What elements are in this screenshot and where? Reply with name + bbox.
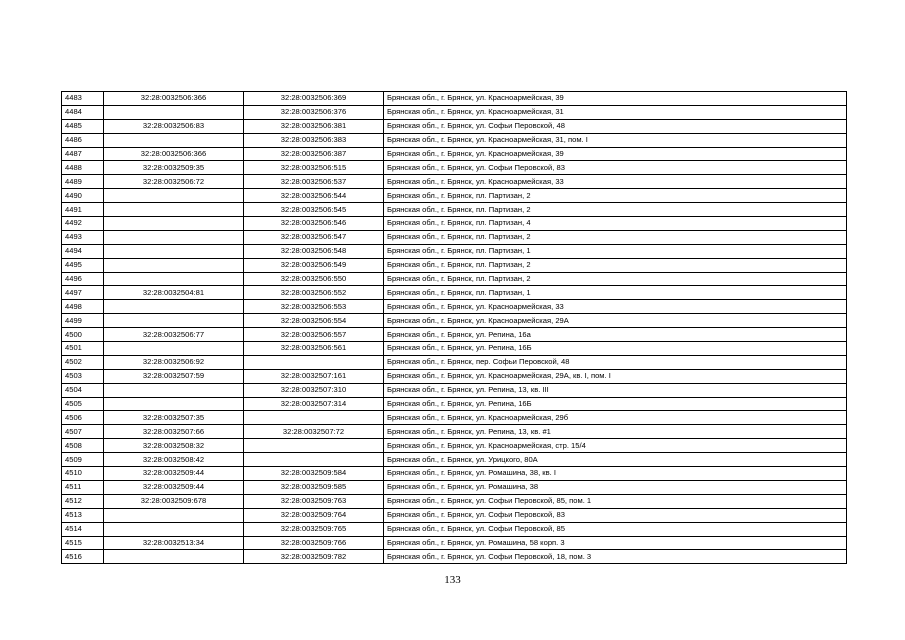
address-cell: Брянская обл., г. Брянск, пл. Партизан, 2 — [384, 203, 847, 217]
address-cell: Брянская обл., г. Брянск, ул. Софьи Перовской, 85, пом. 1 — [384, 494, 847, 508]
table-row — [62, 105, 847, 119]
table-row — [62, 383, 847, 397]
cadastral-number-cell: 32:28:0032506:553 — [244, 300, 384, 314]
row-number-cell: 4490 — [62, 189, 104, 203]
row-number-cell: 4491 — [62, 203, 104, 217]
cadastral-table — [61, 91, 847, 564]
cadastral-number-cell: 32:28:0032506:376 — [244, 105, 384, 119]
row-number-cell: 4514 — [62, 522, 104, 536]
address-cell: Брянская обл., г. Брянск, ул. Красноармейская, 33 — [384, 300, 847, 314]
cadastral-number-cell: 32:28:0032507:72 — [244, 425, 384, 439]
cadastral-number-cell: 32:28:0032509:766 — [244, 536, 384, 550]
address-cell: Брянская обл., г. Брянск, ул. Софьи Перовской, 85 — [384, 522, 847, 536]
previous-cadastral-number-cell — [104, 258, 244, 272]
previous-cadastral-number-cell — [104, 272, 244, 286]
row-number-cell: 4502 — [62, 355, 104, 369]
cadastral-number-cell — [244, 355, 384, 369]
cadastral-number-cell: 32:28:0032509:763 — [244, 494, 384, 508]
previous-cadastral-number-cell — [104, 550, 244, 564]
cadastral-number-cell: 32:28:0032506:549 — [244, 258, 384, 272]
row-number-cell: 4492 — [62, 217, 104, 231]
cadastral-number-cell: 32:28:0032506:515 — [244, 161, 384, 175]
address-cell: Брянская обл., г. Брянск, ул. Софьи Перовской, 83 — [384, 508, 847, 522]
cadastral-number-cell: 32:28:0032506:381 — [244, 119, 384, 133]
row-number-cell: 4509 — [62, 453, 104, 467]
cadastral-number-cell: 32:28:0032506:546 — [244, 217, 384, 231]
cadastral-number-cell: 32:28:0032506:383 — [244, 133, 384, 147]
previous-cadastral-number-cell: 32:28:0032506:92 — [104, 355, 244, 369]
row-number-cell: 4503 — [62, 369, 104, 383]
address-cell: Брянская обл., г. Брянск, ул. Урицкого, 80А — [384, 453, 847, 467]
previous-cadastral-number-cell: 32:28:0032509:44 — [104, 467, 244, 481]
table-row — [62, 189, 847, 203]
row-number-cell: 4515 — [62, 536, 104, 550]
row-number-cell: 4489 — [62, 175, 104, 189]
row-number-cell: 4483 — [62, 92, 104, 106]
address-cell: Брянская обл., г. Брянск, пл. Партизан, 2 — [384, 189, 847, 203]
row-number-cell: 4506 — [62, 411, 104, 425]
previous-cadastral-number-cell: 32:28:0032507:35 — [104, 411, 244, 425]
address-cell: Брянская обл., г. Брянск, ул. Репина, 16Б — [384, 397, 847, 411]
address-cell: Брянская обл., г. Брянск, пл. Партизан, 1 — [384, 286, 847, 300]
previous-cadastral-number-cell — [104, 230, 244, 244]
table-row — [62, 217, 847, 231]
row-number-cell: 4498 — [62, 300, 104, 314]
address-cell: Брянская обл., г. Брянск, ул. Красноармейская, 29б — [384, 411, 847, 425]
table-row — [62, 467, 847, 481]
address-cell: Брянская обл., г. Брянск, пл. Партизан, 2 — [384, 230, 847, 244]
previous-cadastral-number-cell — [104, 397, 244, 411]
cadastral-number-cell: 32:28:0032509:585 — [244, 480, 384, 494]
row-number-cell: 4499 — [62, 314, 104, 328]
row-number-cell: 4513 — [62, 508, 104, 522]
row-number-cell: 4511 — [62, 480, 104, 494]
cadastral-number-cell: 32:28:0032509:765 — [244, 522, 384, 536]
previous-cadastral-number-cell: 32:28:0032509:44 — [104, 480, 244, 494]
row-number-cell: 4507 — [62, 425, 104, 439]
cadastral-number-cell: 32:28:0032506:561 — [244, 342, 384, 356]
table-row — [62, 397, 847, 411]
previous-cadastral-number-cell: 32:28:0032506:366 — [104, 92, 244, 106]
row-number-cell: 4512 — [62, 494, 104, 508]
row-number-cell: 4510 — [62, 467, 104, 481]
address-cell: Брянская обл., г. Брянск, ул. Репина, 16а — [384, 328, 847, 342]
address-cell: Брянская обл., г. Брянск, ул. Красноармейская, 33 — [384, 175, 847, 189]
previous-cadastral-number-cell — [104, 342, 244, 356]
address-cell: Брянская обл., г. Брянск, пер. Софьи Перовской, 48 — [384, 355, 847, 369]
address-cell: Брянская обл., г. Брянск, ул. Софьи Перовской, 48 — [384, 119, 847, 133]
cadastral-number-cell: 32:28:0032509:764 — [244, 508, 384, 522]
table-row — [62, 300, 847, 314]
previous-cadastral-number-cell — [104, 133, 244, 147]
row-number-cell: 4485 — [62, 119, 104, 133]
address-cell: Брянская обл., г. Брянск, ул. Софьи Перовской, 83 — [384, 161, 847, 175]
address-cell: Брянская обл., г. Брянск, ул. Репина, 13, кв. III — [384, 383, 847, 397]
cadastral-number-cell: 32:28:0032509:782 — [244, 550, 384, 564]
previous-cadastral-number-cell: 32:28:0032507:66 — [104, 425, 244, 439]
address-cell: Брянская обл., г. Брянск, ул. Красноармейская, 29А, кв. I, пом. I — [384, 369, 847, 383]
row-number-cell: 4484 — [62, 105, 104, 119]
table-row — [62, 133, 847, 147]
table-body — [62, 92, 847, 564]
address-cell: Брянская обл., г. Брянск, ул. Репина, 13, кв. #1 — [384, 425, 847, 439]
previous-cadastral-number-cell — [104, 508, 244, 522]
cadastral-number-cell: 32:28:0032506:557 — [244, 328, 384, 342]
row-number-cell: 4516 — [62, 550, 104, 564]
row-number-cell: 4486 — [62, 133, 104, 147]
previous-cadastral-number-cell — [104, 203, 244, 217]
previous-cadastral-number-cell: 32:28:0032508:32 — [104, 439, 244, 453]
cadastral-number-cell: 32:28:0032506:545 — [244, 203, 384, 217]
cadastral-number-cell: 32:28:0032506:547 — [244, 230, 384, 244]
table-row — [62, 522, 847, 536]
previous-cadastral-number-cell: 32:28:0032513:34 — [104, 536, 244, 550]
table-row — [62, 258, 847, 272]
page-number: 133 — [444, 574, 461, 586]
previous-cadastral-number-cell: 32:28:0032504:81 — [104, 286, 244, 300]
table-row — [62, 203, 847, 217]
cadastral-number-cell: 32:28:0032507:314 — [244, 397, 384, 411]
previous-cadastral-number-cell: 32:28:0032506:72 — [104, 175, 244, 189]
table-row — [62, 244, 847, 258]
cadastral-number-cell: 32:28:0032506:369 — [244, 92, 384, 106]
previous-cadastral-number-cell — [104, 522, 244, 536]
table-row — [62, 480, 847, 494]
previous-cadastral-number-cell: 32:28:0032506:83 — [104, 119, 244, 133]
row-number-cell: 4501 — [62, 342, 104, 356]
address-cell: Брянская обл., г. Брянск, ул. Ромашина, 58 корп. 3 — [384, 536, 847, 550]
table-row — [62, 494, 847, 508]
cadastral-number-cell — [244, 439, 384, 453]
table-row — [62, 314, 847, 328]
table-row — [62, 119, 847, 133]
previous-cadastral-number-cell — [104, 217, 244, 231]
table-row — [62, 175, 847, 189]
previous-cadastral-number-cell: 32:28:0032506:366 — [104, 147, 244, 161]
row-number-cell: 4500 — [62, 328, 104, 342]
row-number-cell: 4493 — [62, 230, 104, 244]
table-row — [62, 550, 847, 564]
address-cell: Брянская обл., г. Брянск, пл. Партизан, 2 — [384, 272, 847, 286]
table-row — [62, 453, 847, 467]
table-row — [62, 369, 847, 383]
table-row — [62, 147, 847, 161]
address-cell: Брянская обл., г. Брянск, ул. Ромашина, 38, кв. I — [384, 467, 847, 481]
address-cell: Брянская обл., г. Брянск, ул. Красноармейская, 39 — [384, 92, 847, 106]
address-cell: Брянская обл., г. Брянск, ул. Красноармейская, 31 — [384, 105, 847, 119]
table-row — [62, 286, 847, 300]
previous-cadastral-number-cell — [104, 314, 244, 328]
row-number-cell: 4505 — [62, 397, 104, 411]
cadastral-number-cell — [244, 453, 384, 467]
row-number-cell: 4488 — [62, 161, 104, 175]
table-row — [62, 161, 847, 175]
table-row — [62, 328, 847, 342]
previous-cadastral-number-cell — [104, 300, 244, 314]
table-row — [62, 508, 847, 522]
previous-cadastral-number-cell: 32:28:0032507:59 — [104, 369, 244, 383]
previous-cadastral-number-cell — [104, 105, 244, 119]
address-cell: Брянская обл., г. Брянск, ул. Красноармейская, 39 — [384, 147, 847, 161]
cadastral-number-cell: 32:28:0032506:537 — [244, 175, 384, 189]
previous-cadastral-number-cell: 32:28:0032508:42 — [104, 453, 244, 467]
row-number-cell: 4496 — [62, 272, 104, 286]
table-row — [62, 439, 847, 453]
row-number-cell: 4497 — [62, 286, 104, 300]
table-row — [62, 272, 847, 286]
row-number-cell: 4495 — [62, 258, 104, 272]
previous-cadastral-number-cell: 32:28:0032506:77 — [104, 328, 244, 342]
table-row — [62, 536, 847, 550]
row-number-cell: 4504 — [62, 383, 104, 397]
address-cell: Брянская обл., г. Брянск, пл. Партизан, 2 — [384, 258, 847, 272]
cadastral-number-cell: 32:28:0032506:544 — [244, 189, 384, 203]
previous-cadastral-number-cell: 32:28:0032509:678 — [104, 494, 244, 508]
cadastral-number-cell — [244, 411, 384, 425]
address-cell: Брянская обл., г. Брянск, ул. Репина, 16Б — [384, 342, 847, 356]
cadastral-number-cell: 32:28:0032506:554 — [244, 314, 384, 328]
address-cell: Брянская обл., г. Брянск, ул. Красноармейская, стр. 15/4 — [384, 439, 847, 453]
address-cell: Брянская обл., г. Брянск, пл. Партизан, 1 — [384, 244, 847, 258]
row-number-cell: 4508 — [62, 439, 104, 453]
row-number-cell: 4487 — [62, 147, 104, 161]
previous-cadastral-number-cell — [104, 189, 244, 203]
previous-cadastral-number-cell — [104, 383, 244, 397]
table-row — [62, 411, 847, 425]
cadastral-number-cell: 32:28:0032509:584 — [244, 467, 384, 481]
table-row — [62, 342, 847, 356]
cadastral-number-cell: 32:28:0032506:548 — [244, 244, 384, 258]
table-row — [62, 92, 847, 106]
previous-cadastral-number-cell — [104, 244, 244, 258]
address-cell: Брянская обл., г. Брянск, ул. Софьи Перовской, 18, пом. 3 — [384, 550, 847, 564]
cadastral-number-cell: 32:28:0032506:550 — [244, 272, 384, 286]
row-number-cell: 4494 — [62, 244, 104, 258]
address-cell: Брянская обл., г. Брянск, ул. Красноармейская, 29А — [384, 314, 847, 328]
cadastral-number-cell: 32:28:0032506:552 — [244, 286, 384, 300]
table-row — [62, 355, 847, 369]
address-cell: Брянская обл., г. Брянск, пл. Партизан, 4 — [384, 217, 847, 231]
cadastral-number-cell: 32:28:0032506:387 — [244, 147, 384, 161]
table-row — [62, 230, 847, 244]
address-cell: Брянская обл., г. Брянск, ул. Красноармейская, 31, пом. I — [384, 133, 847, 147]
address-cell: Брянская обл., г. Брянск, ул. Ромашина, 38 — [384, 480, 847, 494]
cadastral-number-cell: 32:28:0032507:161 — [244, 369, 384, 383]
table-row — [62, 425, 847, 439]
previous-cadastral-number-cell: 32:28:0032509:35 — [104, 161, 244, 175]
cadastral-number-cell: 32:28:0032507:310 — [244, 383, 384, 397]
